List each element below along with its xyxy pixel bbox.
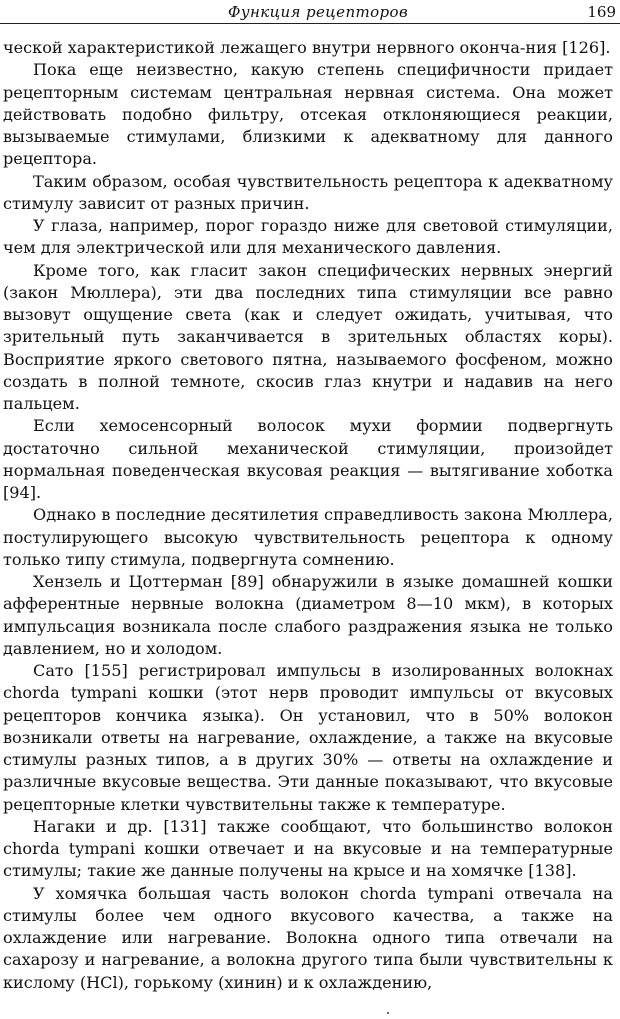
paragraph: Таким образом, особая чувствительность рецептора к адекватному стимулу зависит от разных причин.	[3, 171, 613, 213]
page-number: 169	[587, 3, 616, 21]
paragraph: Однако в последние десятилетия справедливость закона Мюллера, постулирующего высокую чувствительность рецептора к одному только типу стимула, подвергнута сомнению.	[3, 505, 613, 569]
paragraph: Нагаки и др. [131] также сообщают, что большинство волокон chorda tympani кошки отвечает и на вкусовые и на температурные стимулы; такие же данные получены на крысе и на хомячке [138].	[3, 816, 613, 881]
paragraph: Если хемосенсорный волосок мухи формии подвергнуть достаточно сильной механической стимуляции, произойдет нормальная поведенческая вкусовая реакция — вытягивание хоботка [94].	[3, 416, 613, 502]
paragraph: Пока еще неизвестно, какую степень специфичности придает рецепторным системам центральная нервная система. Она может действовать подобно фильтру, отсекая отклоняющиеся реакции, вызываемые стимулами, близкими к адекватному для данного рецептора.	[3, 60, 613, 169]
body-text	[3, 37, 613, 994]
running-title: Функция рецепторов	[228, 3, 409, 21]
paragraph: Сато [155] регистрировал импульсы в изолированных волокнах chorda tympani кошки (этот нерв проводит импульсы от вкусовых рецепторов кончика языка). Он установил, что в 50% волокон возникали ответы на нагревание, охлаждение, а также на вкусовые стимулы разных типов, а в других 30% — ответы на охлаждение и различные вкусовые вещества. Эти данные показывают, что вкусовые рецепторные клетки чувствительны также к температуре.	[3, 661, 613, 814]
paragraph: У хомячка большая часть волокон chorda tympani отвечала на стимулы более чем одного вкусового качества, а также на охлаждение или нагревание. Волокна одного типа отвечали на сахарозу и нагревание, а волокна другого типа были чувствительны к кислому (HCl), горькому (хинин) и к охлаждению,	[3, 883, 613, 992]
paragraph: Кроме того, как гласит закон специфических нервных энергий (закон Мюллера), эти два последних типа стимуляции все равно вызовут ощущение света (как и следует ожидать, учитывая, что зрительный путь заканчивается в зрительных областях коры). Восприятие яркого светового пятна, называемого фосфеном, можно создать в полной темноте, скосив глаз кнутри и надавив на него пальцем.	[3, 260, 613, 413]
print-speck	[387, 1012, 389, 1014]
running-header	[0, 1, 620, 24]
paragraph: Хензель и Цоттерман [89] обнаружили в языке домашней кошки афферентные нервные волокна (диаметром 8—10 мкм), в которых импульсация возникала после слабого раздражения языка не только давлением, но и холодом.	[3, 572, 613, 658]
paragraph: У глаза, например, порог гораздо ниже для световой стимуляции, чем для электрической или для механического давления.	[3, 216, 613, 258]
paragraph-continued: ческой характеристикой лежащего внутри нервного оконча-ния [126].	[3, 38, 611, 57]
